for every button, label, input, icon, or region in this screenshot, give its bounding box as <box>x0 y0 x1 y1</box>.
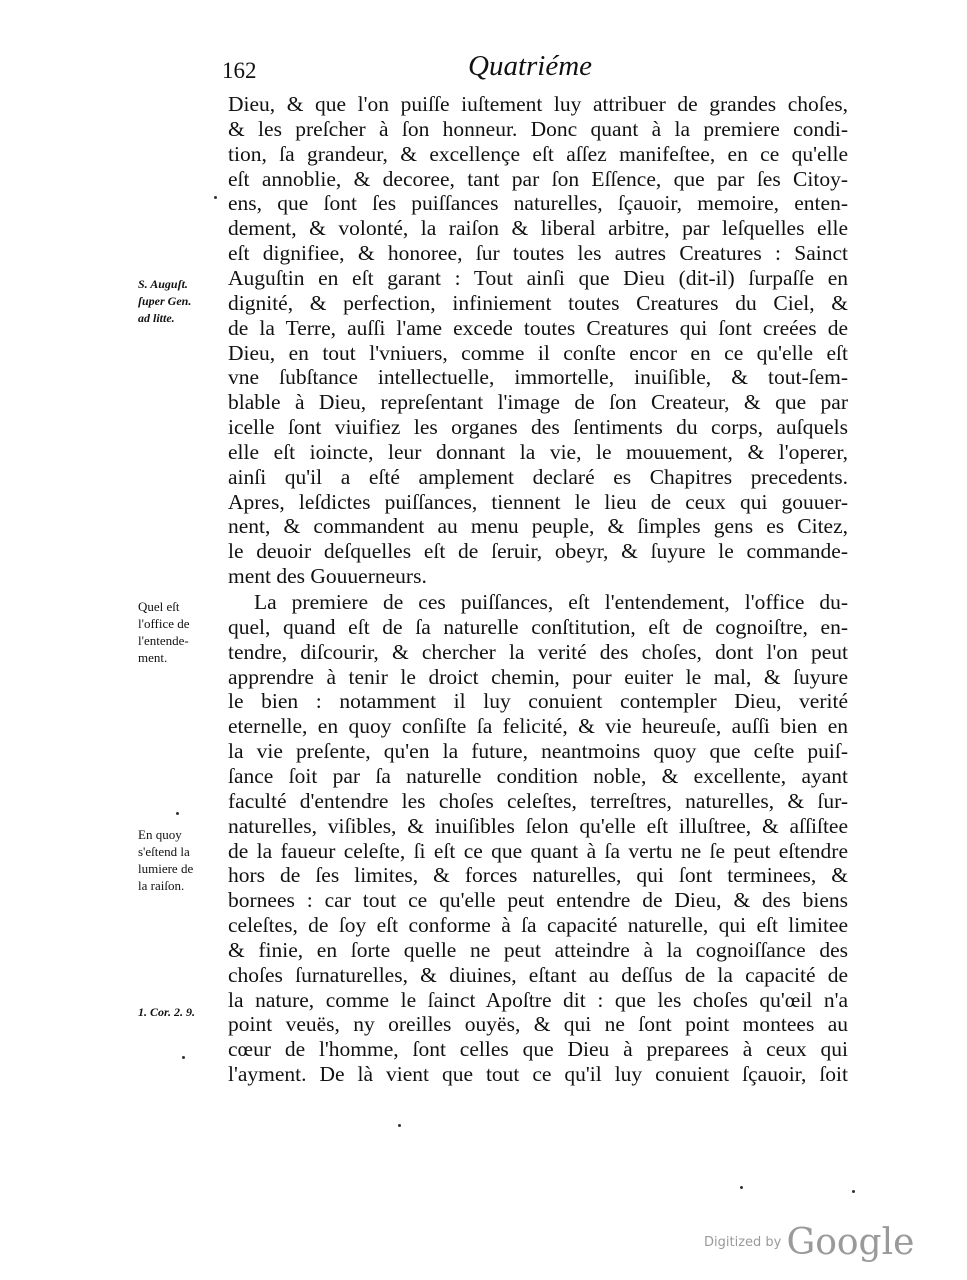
margin-note-line: la raiſon. <box>138 878 185 893</box>
text-line: bornees : car tout ce qu'elle peut entendre de Dieu, & des biens <box>228 888 848 912</box>
watermark-prefix: Digitized by <box>704 1235 782 1250</box>
margin-note-office <box>138 598 222 666</box>
page-number: 162 <box>222 58 257 83</box>
text-line: tendre, diſcourir, & chercher la verité des choſes, dont l'on peut <box>228 640 848 664</box>
text-line: choſes ſurnaturelles, & diuines, eſtant au deſſus de la capacité de <box>228 963 848 987</box>
margin-note-line: Quel eſt <box>138 599 180 614</box>
google-logo: Google <box>786 1222 915 1263</box>
margin-note-line: S. Auguſt. <box>138 277 188 291</box>
text-line: blable à Dieu, repreſentant l'image de ſon Createur, & que par <box>228 390 848 414</box>
text-line: faculté d'entendre les choſes celeſtes, terreſtres, naturelles, & ſur- <box>228 789 848 813</box>
margin-note-line: lumiere de <box>138 861 194 876</box>
text-line: Auguſtin en eſt garant : Tout ainſi que Dieu (dit-il) ſurpaſſe en <box>228 266 848 290</box>
text-line: le deuoir deſquelles eſt de ſeruir, obeyr, & ſuyure le commande- <box>228 539 848 563</box>
text-line: icelle ſont viuifiez les organes des ſentiments du corps, auſquels <box>228 415 848 439</box>
text-line: elle eſt ioincte, leur donnant la vie, le mouuement, & l'operer, <box>228 440 848 464</box>
text-line: Apres, leſdictes puiſſances, tiennent le lieu de ceux qui gouuer- <box>228 490 848 514</box>
text-line: naturelles, viſibles, & inuiſibles ſelon qu'elle eſt illuſtree, & aſſiſtee <box>228 814 848 838</box>
text-line: point veuës, ny oreilles ouyës, & qui ne ſont point montees au <box>228 1012 848 1036</box>
text-line: de la Terre, auſſi l'ame excede toutes Creatures qui ſont creées de <box>228 316 848 340</box>
text-line: ment des Gouuerneurs. <box>228 564 427 588</box>
margin-note-cor <box>138 1004 222 1021</box>
text-line: & finie, en ſorte quelle ne peut atteindre à la cognoiſſance des <box>228 938 848 962</box>
text-line: cœur de l'homme, ſont celles que Dieu à preparees à ceux qui <box>228 1037 848 1061</box>
margin-note-line: 1. Cor. 2. 9. <box>138 1005 196 1019</box>
margin-note-line: ſuper Gen. <box>138 294 192 308</box>
text-line: quel, quand eſt de ſa naturelle conſtitution, eſt de cognoiſtre, en- <box>228 615 848 639</box>
text-line: eſt dignifiee, & honoree, ſur toutes les autres Creatures : Sainct <box>228 241 848 265</box>
margin-note-line: s'eſtend la <box>138 844 190 859</box>
text-line: ainſi qu'il a eſté amplement declaré es Chapitres precedents. <box>228 465 848 489</box>
text-line: l'ayment. De là vient que tout ce qu'il luy conuient ſçauoir, ſoit <box>228 1062 848 1086</box>
text-line: hors de ſes limites, & forces naturelles, qui ſont terminees, & <box>228 863 848 887</box>
running-head: Quatriéme <box>468 50 593 82</box>
margin-note-line: ment. <box>138 650 168 665</box>
margin-note-line: l'entende- <box>138 633 189 648</box>
margin-note-augustin <box>138 276 222 327</box>
text-line: tion, ſa grandeur, & excellençe eſt aſſez manifeſtee, en ce qu'elle <box>228 142 848 166</box>
text-line: celeſtes, de ſoy eſt conforme à ſa capacité naturelle, qui eſt limitee <box>228 913 848 937</box>
ink-speck <box>214 196 217 199</box>
text-line: ens, que ſont ſes puiſſances naturelles, ſçauoir, memoire, enten- <box>228 191 848 215</box>
text-line: apprendre à tenir le droict chemin, pour euiter le mal, & ſuyure <box>228 665 848 689</box>
text-line: La premiere de ces puiſſances, eſt l'entendement, l'office du- <box>254 590 848 614</box>
text-line: & les preſcher à ſon honneur. Donc quant à la premiere condi- <box>228 117 848 141</box>
ink-speck <box>182 1056 185 1059</box>
ink-speck <box>852 1190 855 1193</box>
text-line: vne ſubſtance intellectuelle, immortelle, inuiſible, & tout-ſem- <box>228 365 848 389</box>
text-line: Dieu, & que l'on puiſſe iuſtement luy attribuer de grandes choſes, <box>228 92 848 116</box>
text-line: dement, & volonté, la raiſon & liberal arbitre, par leſquelles elle <box>228 216 848 240</box>
margin-note-line: ad litte. <box>138 311 175 325</box>
text-line: ſance ſoit par ſa naturelle condition noble, & excellente, ayant <box>228 764 848 788</box>
margin-note-line: l'office de <box>138 616 190 631</box>
margin-note-lumiere <box>138 826 222 894</box>
google-watermark <box>704 1222 914 1263</box>
ink-speck <box>176 812 179 815</box>
text-line: de la faueur celeſte, ſi eſt ce que quant à ſa vertu ne ſe peut eſtendre <box>228 839 848 863</box>
text-line: la vie preſente, qu'en la future, neantmoins quoy que ceſte puiſ- <box>228 739 848 763</box>
text-line: nent, & commandent au menu peuple, & ſimples gens es Citez, <box>228 514 848 538</box>
ink-speck <box>398 1124 401 1127</box>
margin-note-line: En quoy <box>138 827 182 842</box>
text-line: la nature, comme le ſainct Apoſtre dit : que les choſes qu'œil n'a <box>228 988 848 1012</box>
text-line: Dieu, en tout l'vniuers, comme il conſte encor en ce qu'elle eſt <box>228 341 848 365</box>
ink-speck <box>740 1186 743 1189</box>
text-line: eternelle, en quoy conſiſte ſa felicité, & vie heureuſe, auſſi bien en <box>228 714 848 738</box>
text-line: eſt annoblie, & decoree, tant par ſon Eſſence, que par ſes Citoy- <box>228 167 848 191</box>
text-line: le bien : notamment il luy conuient contempler Dieu, verité <box>228 689 848 713</box>
text-line: dignité, & perfection, infiniement toutes Creatures du Ciel, & <box>228 291 848 315</box>
